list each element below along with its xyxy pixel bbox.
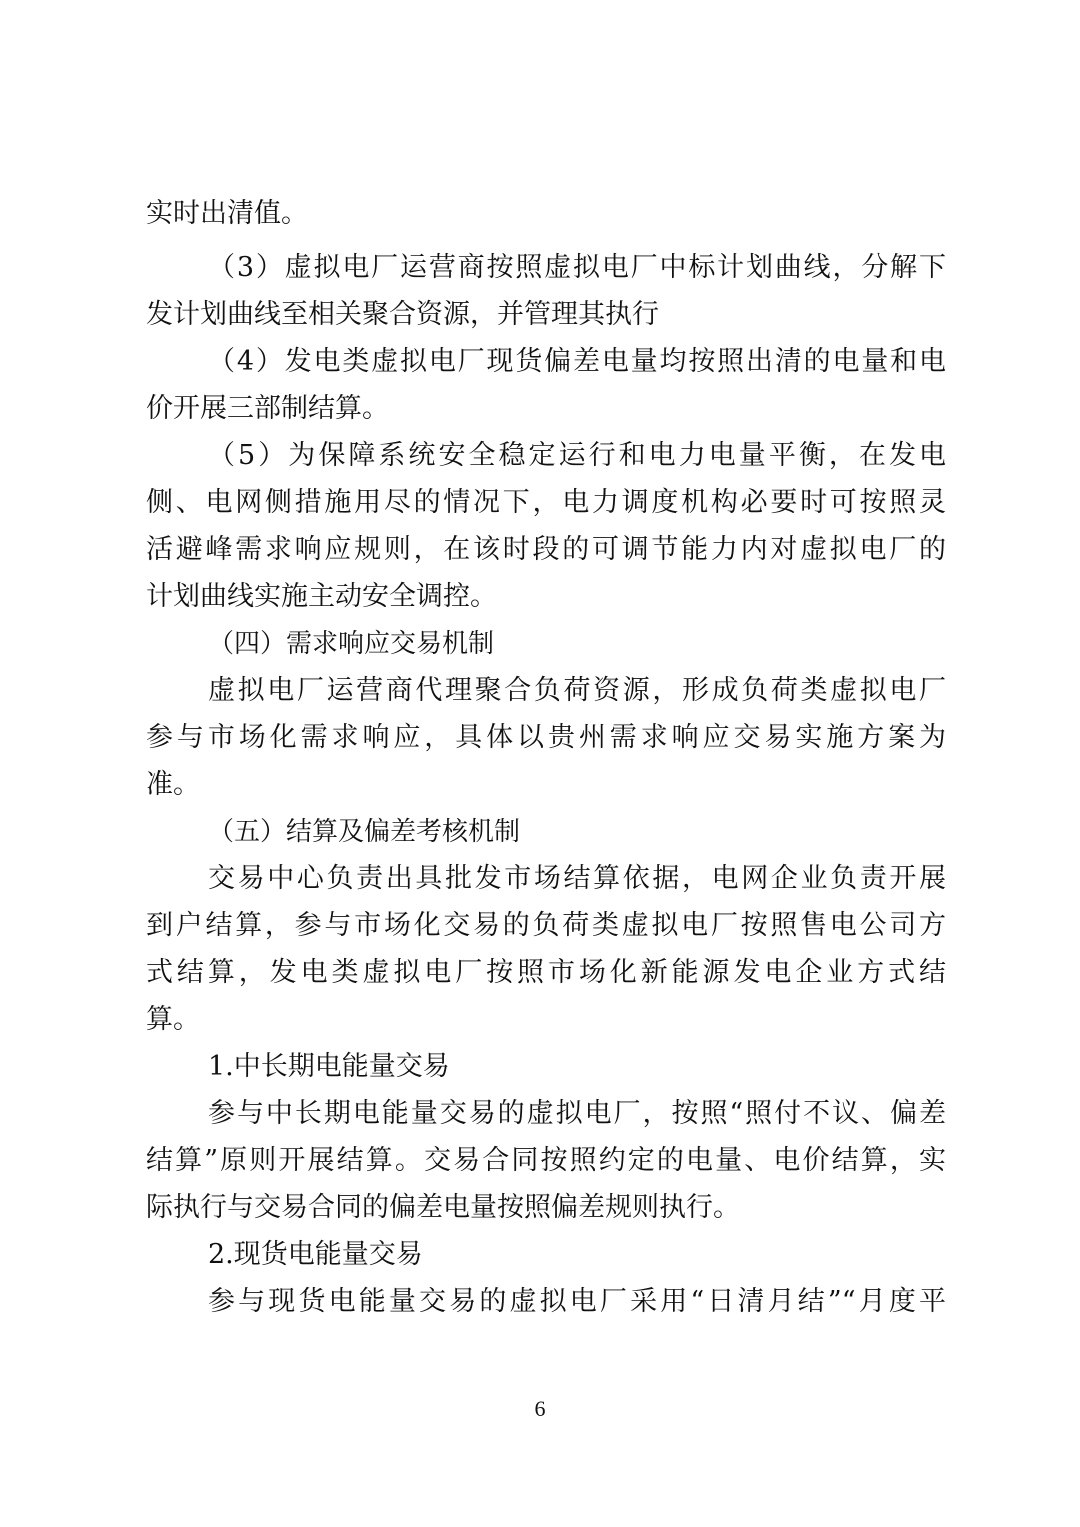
page-number: 6 bbox=[534, 1396, 546, 1421]
paragraph-line: （5）为保障系统安全稳定运行和电力电量平衡，在发电 bbox=[208, 440, 946, 471]
paragraph-line: （4）发电类虚拟电厂现货偏差电量均按照出清的电量和电 bbox=[208, 346, 946, 377]
paragraph-line: 发计划曲线至相关聚合资源，并管理其执行 bbox=[146, 299, 659, 330]
paragraph-line: 计划曲线实施主动安全调控。 bbox=[146, 581, 497, 612]
paragraph-line: 交易中心负责出具批发市场结算依据，电网企业负责开展 bbox=[208, 863, 946, 894]
paragraph-line: 活避峰需求响应规则，在该时段的可调节能力内对虚拟电厂的 bbox=[146, 534, 946, 565]
subsection-heading: 2.现货电能量交易 bbox=[208, 1239, 423, 1270]
paragraph-line: 算。 bbox=[146, 1004, 200, 1035]
paragraph-line: 参与中长期电能量交易的虚拟电厂，按照“照付不议、偏差 bbox=[208, 1098, 946, 1129]
section-heading: （四）需求响应交易机制 bbox=[208, 629, 495, 659]
section-heading: （五）结算及偏差考核机制 bbox=[208, 817, 521, 847]
paragraph-line: 结算”原则开展结算。交易合同按照约定的电量、电价结算，实 bbox=[146, 1145, 946, 1176]
paragraph-line: 虚拟电厂运营商代理聚合负荷资源，形成负荷类虚拟电厂 bbox=[208, 675, 946, 706]
paragraph-line: 价开展三部制结算。 bbox=[146, 393, 389, 424]
paragraph-line: 实时出清值。 bbox=[146, 198, 308, 229]
paragraph-line: 参与市场化需求响应，具体以贵州需求响应交易实施方案为 bbox=[146, 722, 946, 753]
paragraph-line: 到户结算，参与市场化交易的负荷类虚拟电厂按照售电公司方 bbox=[146, 910, 946, 941]
paragraph-line: 际执行与交易合同的偏差电量按照偏差规则执行。 bbox=[146, 1192, 740, 1223]
subsection-heading: 1.中长期电能量交易 bbox=[208, 1051, 450, 1082]
paragraph-line: 准。 bbox=[146, 769, 200, 800]
paragraph-line: 式结算，发电类虚拟电厂按照市场化新能源发电企业方式结 bbox=[146, 957, 946, 988]
paragraph-line: 参与现货电能量交易的虚拟电厂采用“日清月结”“月度平 bbox=[208, 1286, 946, 1317]
paragraph-line: （3）虚拟电厂运营商按照虚拟电厂中标计划曲线，分解下 bbox=[208, 252, 946, 283]
paragraph-line: 侧、电网侧措施用尽的情况下，电力调度机构必要时可按照灵 bbox=[146, 487, 946, 518]
